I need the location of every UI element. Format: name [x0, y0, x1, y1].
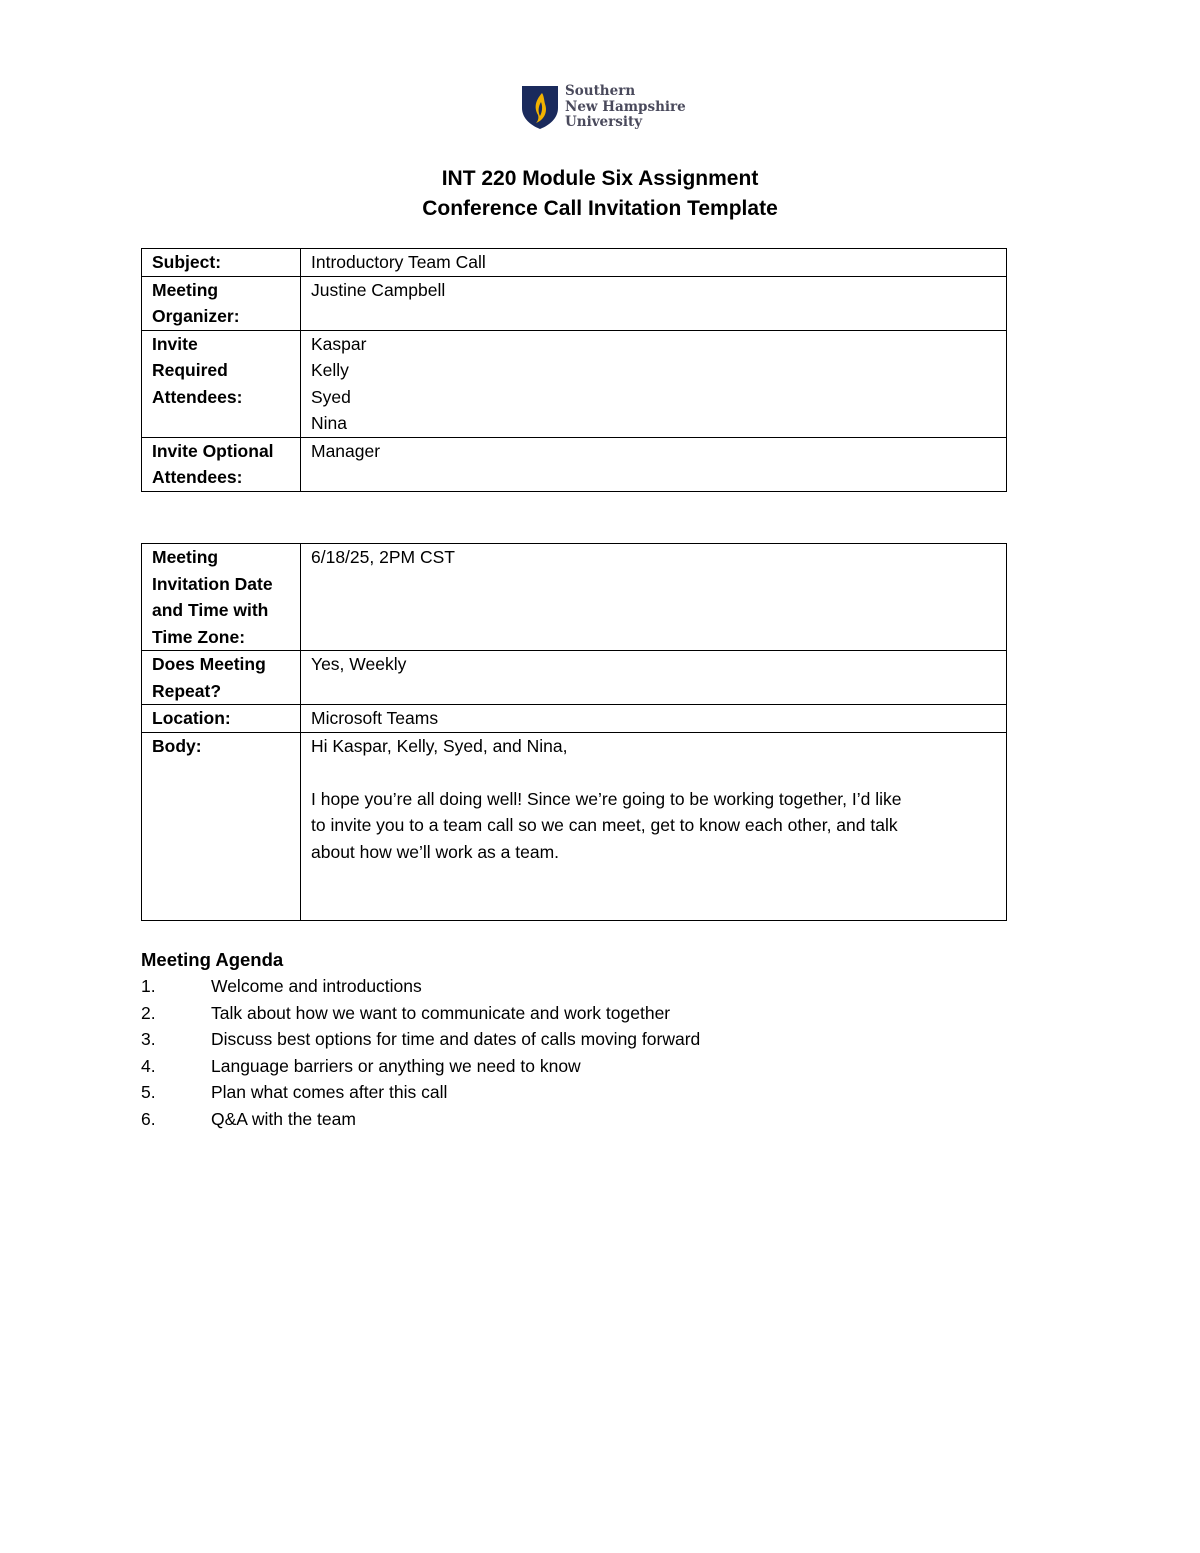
list-text: Language barriers or anything we need to know — [211, 1055, 581, 1076]
logo-line-3: University — [565, 114, 643, 130]
list-number: 4. — [141, 1055, 156, 1076]
list-number: 1. — [141, 976, 156, 996]
list-text: Welcome and introductions — [211, 976, 422, 996]
attendee-table — [141, 248, 1007, 492]
list-number: 3. — [141, 1029, 156, 1049]
repeat-label — [142, 651, 301, 705]
university-logo — [520, 84, 686, 132]
optional-attendees-row — [142, 437, 1007, 491]
location-label: Location: — [142, 705, 301, 733]
optional-label-line: Invite Optional — [152, 440, 274, 461]
body-value — [301, 732, 1007, 920]
subject-label: Subject: — [142, 249, 301, 277]
subject-row — [142, 249, 1007, 277]
list-item — [141, 1026, 700, 1053]
repeat-value: Yes, Weekly — [301, 651, 1007, 705]
list-text: Plan what comes after this call — [211, 1082, 448, 1102]
body-row — [142, 732, 1007, 920]
attendee-name: Kaspar — [311, 333, 367, 354]
list-number: 5. — [141, 1082, 156, 1102]
list-item — [141, 1106, 700, 1133]
datetime-label-line: Meeting — [152, 547, 219, 567]
body-greeting: Hi Kaspar, Kelly, Syed, and Nina, — [311, 735, 568, 756]
repeat-label-line: Repeat? — [152, 680, 222, 701]
attendee-name: Kelly — [311, 360, 349, 380]
location-value: Microsoft Teams — [301, 705, 1007, 733]
list-text: Discuss best options for time and dates of calls moving forward — [211, 1029, 701, 1049]
document-subtitle: Conference Call Invitation Template — [422, 197, 778, 220]
body-paragraph-line: I hope you’re all doing well! Since we’re going to be working together, I’d like — [311, 788, 902, 809]
organizer-label — [142, 276, 301, 330]
organizer-row — [142, 276, 1007, 330]
list-item — [141, 973, 700, 1000]
list-number: 2. — [141, 1002, 156, 1023]
body-spacer — [311, 759, 996, 786]
list-item — [141, 1079, 700, 1106]
organizer-label-line: Meeting — [152, 279, 219, 300]
meeting-details-table — [141, 543, 1007, 921]
datetime-label-line: Time Zone: — [152, 626, 246, 647]
datetime-label — [142, 544, 301, 651]
datetime-value: 6/18/25, 2PM CST — [301, 544, 1007, 651]
attendee-name: Nina — [311, 413, 347, 433]
attendee-name: Syed — [311, 386, 351, 407]
organizer-label-line: Organizer: — [152, 306, 240, 326]
agenda-list — [141, 973, 700, 1132]
subject-value: Introductory Team Call — [301, 249, 1007, 277]
body-label: Body: — [142, 732, 301, 920]
agenda-heading: Meeting Agenda — [141, 949, 284, 970]
required-attendees-row — [142, 330, 1007, 437]
logo-wordmark — [565, 84, 686, 131]
list-item — [141, 1000, 700, 1027]
required-label-line: Attendees: — [152, 386, 243, 407]
document-title: INT 220 Module Six Assignment — [441, 167, 759, 190]
logo-line-1: Southern — [565, 83, 636, 99]
repeat-row — [142, 651, 1007, 705]
required-label-line: Required — [152, 360, 228, 380]
required-attendees-label — [142, 330, 301, 437]
optional-label-line: Attendees: — [152, 467, 243, 487]
list-text: Q&A with the team — [211, 1108, 356, 1129]
shield-flame-icon — [520, 84, 560, 130]
list-number: 6. — [141, 1108, 156, 1129]
datetime-label-line: and Time with — [152, 600, 269, 620]
repeat-label-line: Does Meeting — [152, 654, 266, 674]
organizer-value: Justine Campbell — [301, 276, 1007, 330]
required-attendees-value — [301, 330, 1007, 437]
datetime-label-line: Invitation Date — [152, 573, 273, 594]
body-paragraph-line: about how we’ll work as a team. — [311, 841, 560, 862]
logo-line-2: New Hampshire — [565, 98, 686, 115]
required-label-line: Invite — [152, 333, 198, 354]
optional-attendees-value: Manager — [301, 437, 1007, 491]
list-text: Talk about how we want to communicate and work together — [211, 1002, 671, 1023]
list-item — [141, 1053, 700, 1080]
body-paragraph-line: to invite you to a team call so we can meet, get to know each other, and talk — [311, 815, 898, 835]
optional-attendees-label — [142, 437, 301, 491]
location-row — [142, 705, 1007, 733]
datetime-row — [142, 544, 1007, 651]
